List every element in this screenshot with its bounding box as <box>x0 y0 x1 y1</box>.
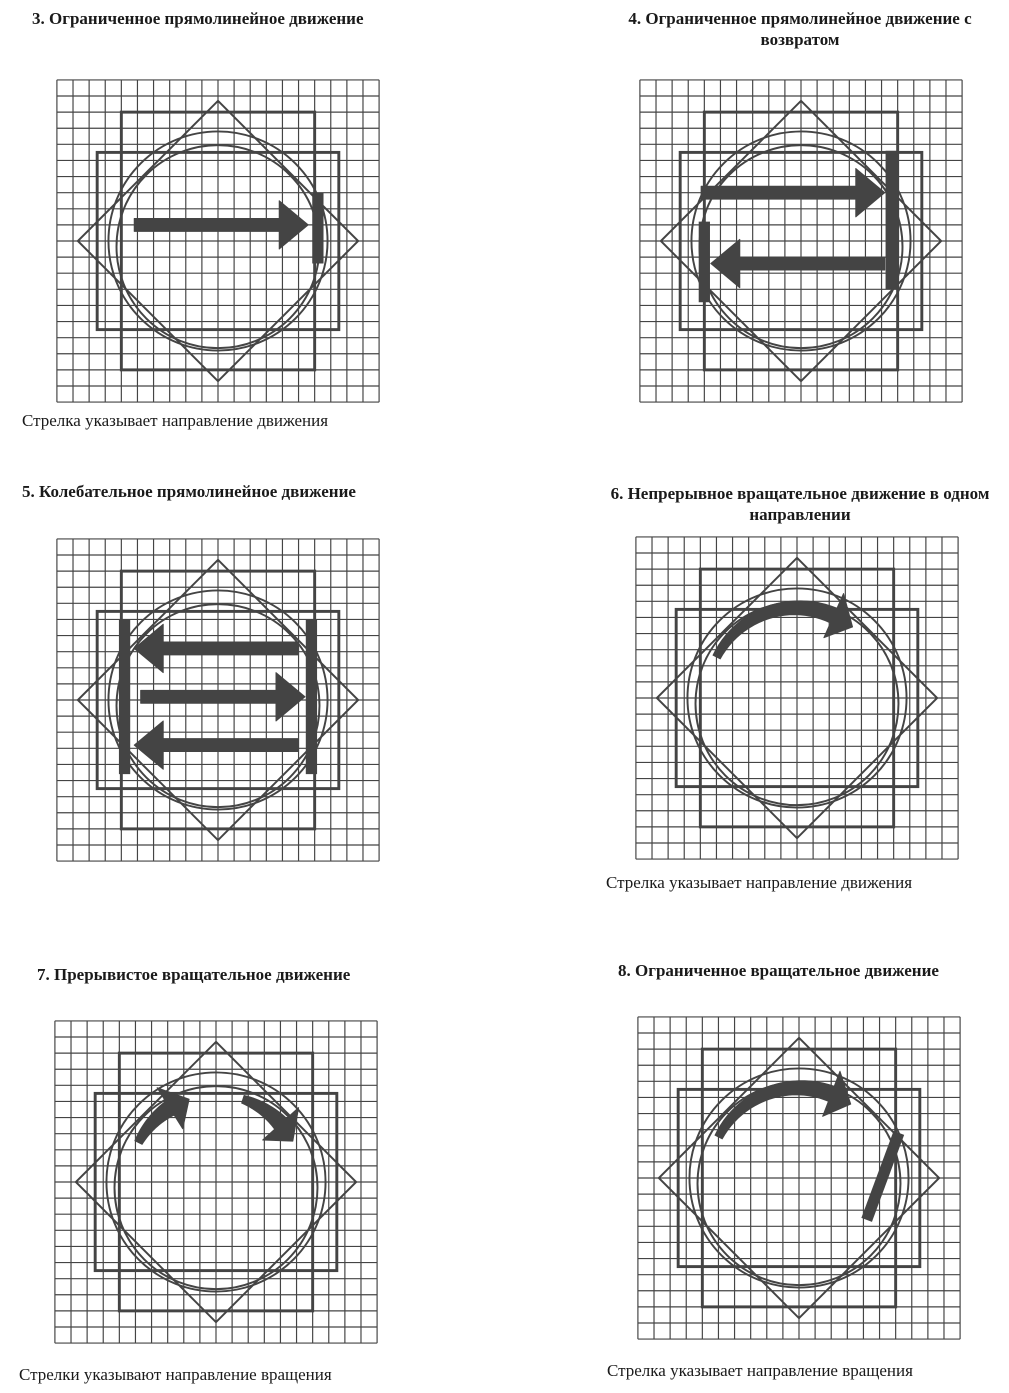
diagram-svg <box>53 535 383 865</box>
panel-8-title <box>618 960 998 981</box>
panel-7-title <box>37 964 437 985</box>
grid <box>640 80 962 402</box>
panel-8-number: 8. <box>618 961 631 980</box>
panel-6-title-text: Непрерывное вращательное движение в одном направлении <box>627 484 990 524</box>
diagram-svg <box>634 1013 964 1343</box>
rotation-arrow-1 <box>713 594 853 659</box>
panel-3-diagram <box>53 76 383 406</box>
grid <box>55 1021 377 1343</box>
panel-4-number: 4. <box>628 9 642 28</box>
grid <box>638 1017 960 1339</box>
panel-6-number: 6. <box>610 484 624 503</box>
panel-5-title <box>22 481 442 502</box>
grid <box>57 80 379 402</box>
panel-3-title <box>32 8 432 29</box>
panel-6-caption: Стрелка указывает направление движения <box>606 873 913 892</box>
panel-3-title-text: Ограниченное прямолинейное движение <box>49 9 364 28</box>
panel-8-diagram <box>634 1013 964 1343</box>
direction-arrow-2 <box>711 239 885 287</box>
panel-4-title <box>600 8 1000 50</box>
panel-7-diagram <box>51 1017 381 1347</box>
diagram-svg <box>51 1017 381 1347</box>
diagram-svg <box>636 76 966 406</box>
panel-3-caption: Стрелка указывает направление движения <box>22 411 329 430</box>
panel-4-title-text: Ограниченное прямолинейное движение с возвратом <box>645 9 972 49</box>
panel-7-number: 7. <box>37 965 50 984</box>
direction-arrow-1 <box>134 624 298 672</box>
panel-5-diagram <box>53 535 383 865</box>
panel-8-caption: Стрелка указывает направление вращения <box>607 1361 913 1380</box>
panel-7-title-text: Прерывистое вращательное движение <box>54 965 351 984</box>
panel-4-diagram <box>636 76 966 406</box>
diagram-svg <box>632 533 962 863</box>
panel-5-title-text: Колебательное прямолинейное движение <box>39 482 356 501</box>
direction-arrow-3 <box>134 721 298 769</box>
diagram-svg <box>53 76 383 406</box>
panel-6-diagram <box>632 533 962 863</box>
grid <box>636 537 958 859</box>
panel-5-number: 5. <box>22 482 35 501</box>
panel-7-caption: Стрелки указывают направление вращения <box>19 1365 332 1384</box>
panel-3-number: 3. <box>32 9 45 28</box>
direction-arrow-2 <box>141 673 305 721</box>
direction-arrow-1 <box>134 201 308 249</box>
panel-8-title-text: Ограниченное вращательное движение <box>635 961 939 980</box>
panel-6-title <box>600 483 1000 525</box>
